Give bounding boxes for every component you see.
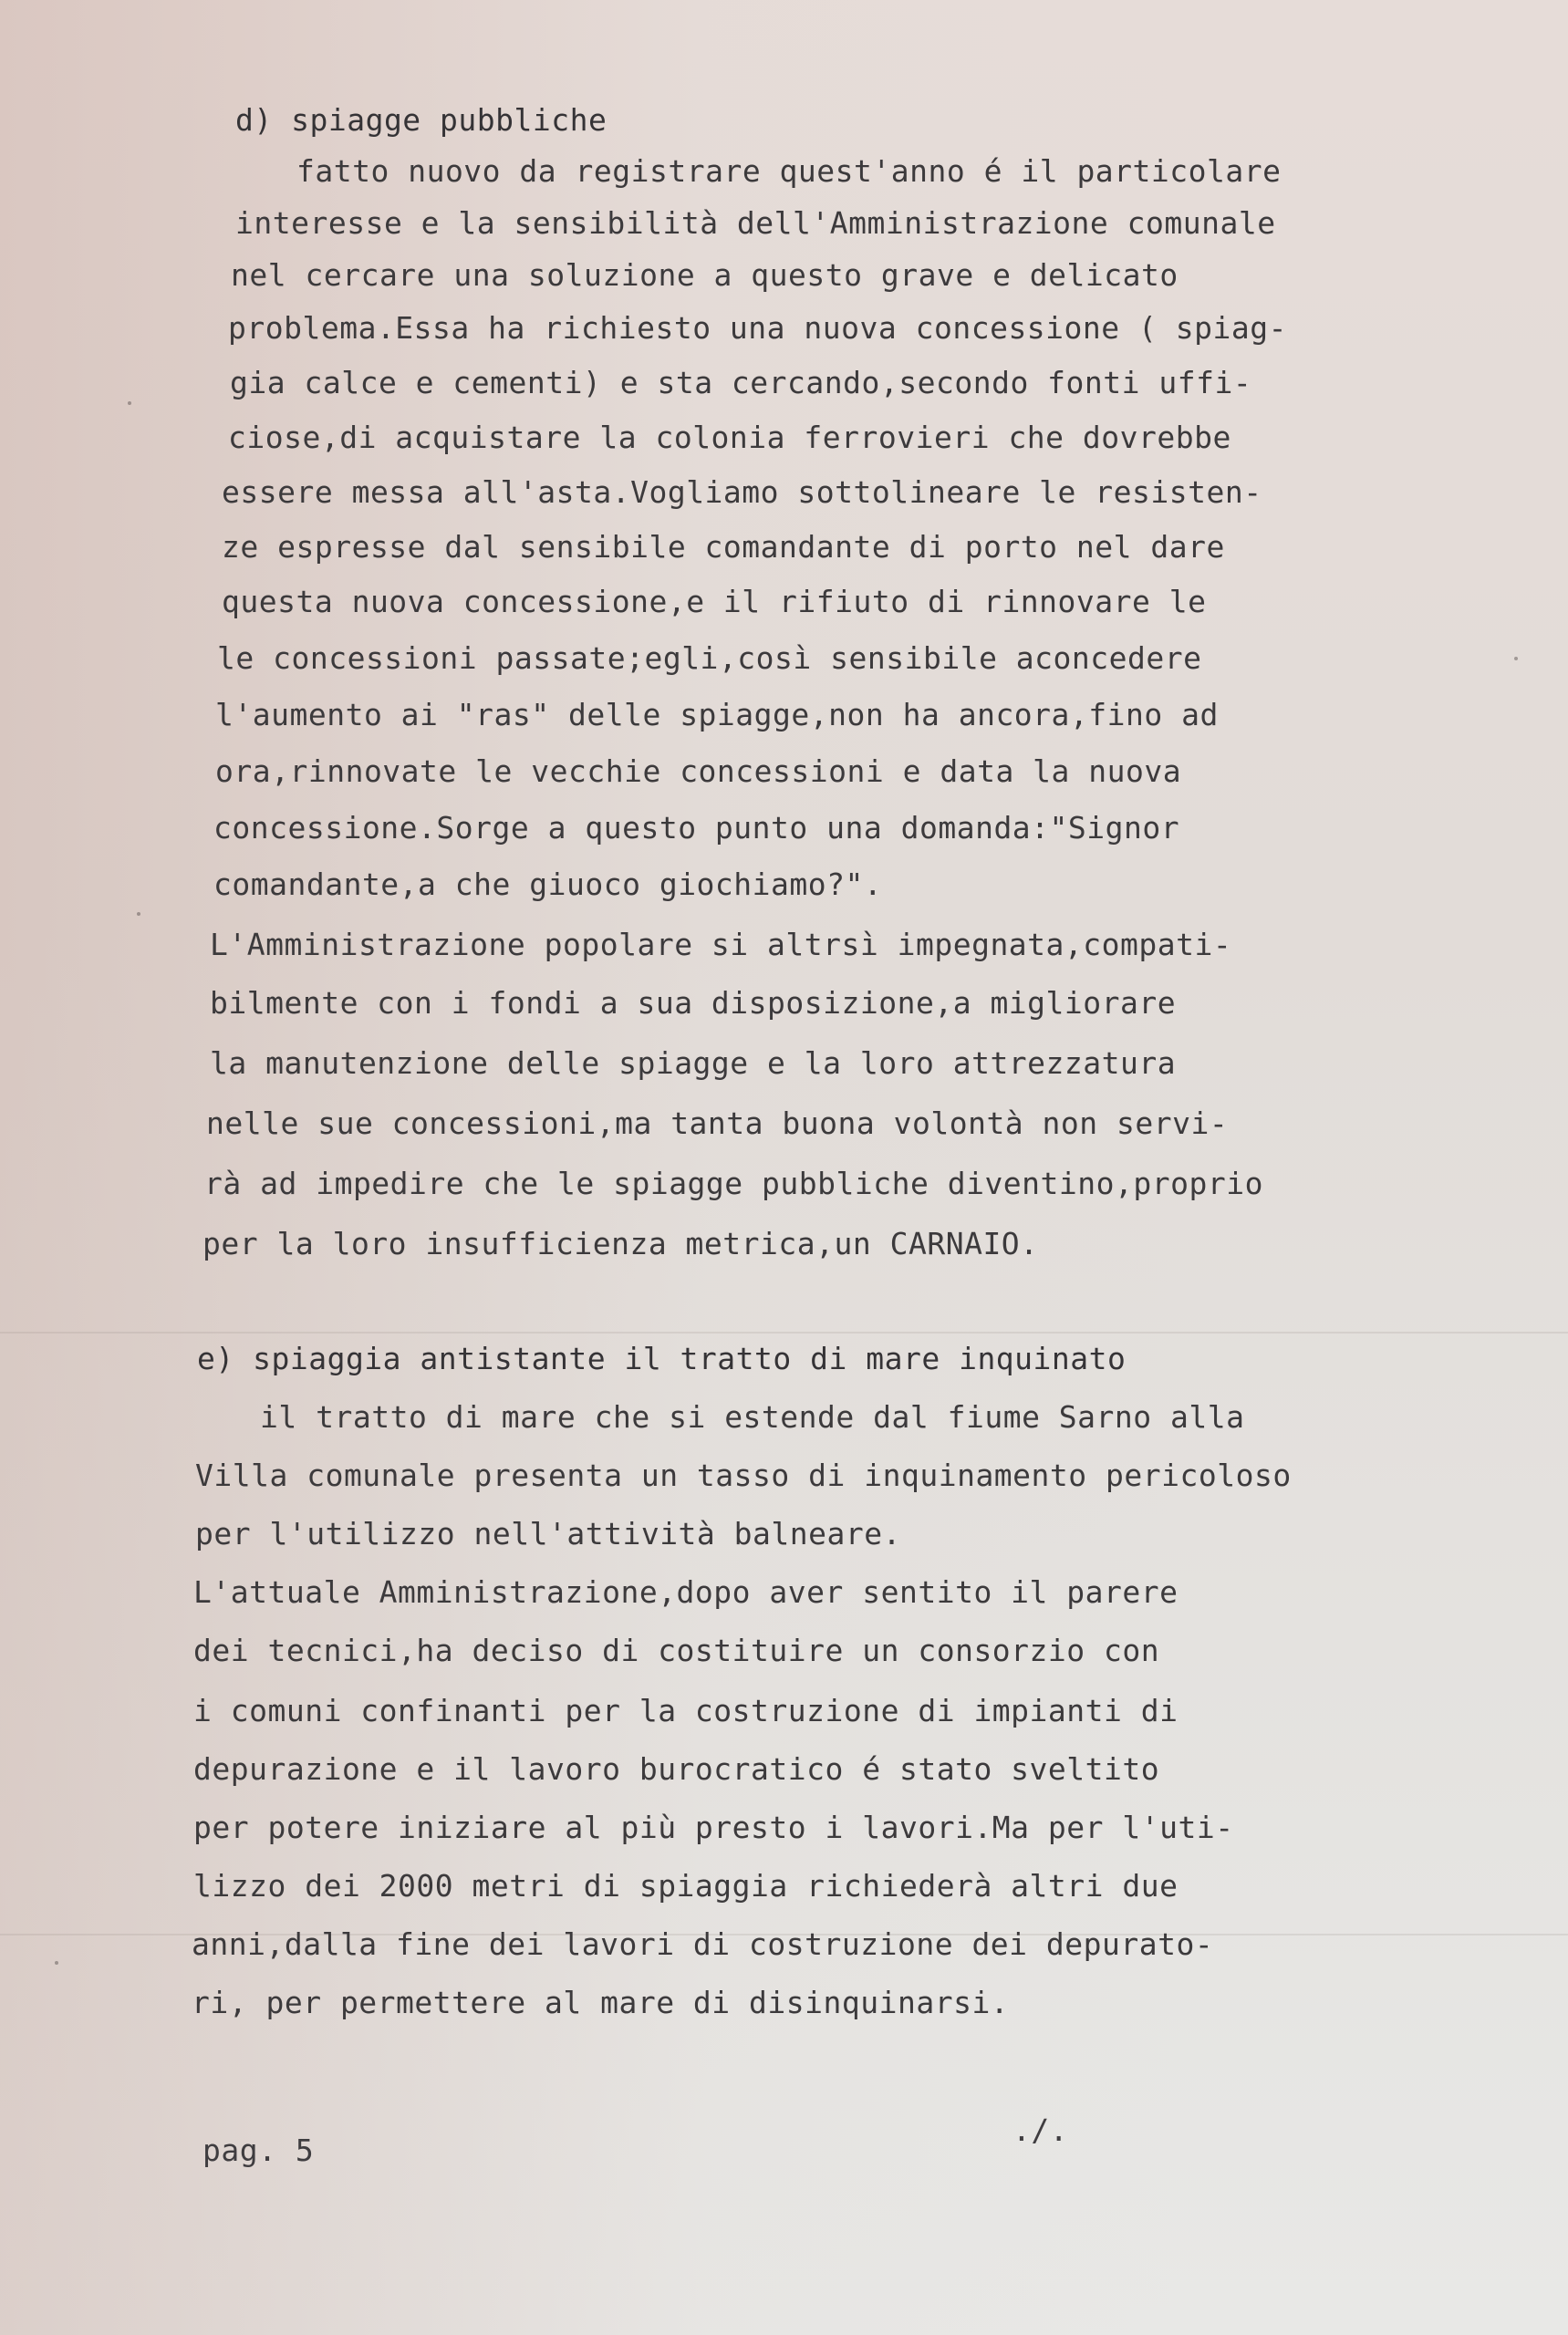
text-line: comandante,a che giuoco giochiamo?". (213, 867, 883, 902)
text-line: problema.Essa ha richiesto una nuova concessione ( spiag- (228, 310, 1287, 346)
text-line: fatto nuovo da registrare quest'anno é il particolare (296, 153, 1282, 189)
continuation-mark: ./. (1012, 2112, 1069, 2148)
text-line: questa nuova concessione,e il rifiuto di rinnovare le (222, 584, 1207, 619)
text-line: dei tecnici,ha deciso di costituire un consorzio con (193, 1633, 1160, 1668)
text-line: le concessioni passate;egli,così sensibile aconcedere (217, 640, 1202, 676)
text-line: per la loro insufficienza metrica,un CARNAIO. (202, 1226, 1039, 1261)
page-number: pag. 5 (202, 2133, 315, 2168)
text-line: la manutenzione delle spiagge e la loro attrezzatura (210, 1045, 1177, 1081)
text-line: i comuni confinanti per la costruzione di impianti di (193, 1693, 1179, 1728)
text-line: Villa comunale presenta un tasso di inquinamento pericoloso (195, 1458, 1292, 1493)
section-e-heading: e) spiaggia antistante il tratto di mare inquinato (197, 1341, 1127, 1376)
text-line: L'attuale Amministrazione,dopo aver sentito il parere (193, 1574, 1179, 1610)
text-line: ora,rinnovate le vecchie concessioni e data la nuova (215, 753, 1182, 789)
text-line: rà ad impedire che le spiagge pubbliche diventino,proprio (204, 1166, 1263, 1201)
text-line: interesse e la sensibilità dell'Amministrazione comunale (235, 205, 1276, 241)
text-line: essere messa all'asta.Vogliamo sottolineare le resisten- (222, 474, 1262, 510)
text-line: concessione.Sorge a questo punto una domanda:"Signor (213, 810, 1180, 846)
text-line: L'Amministrazione popolare si altrsì impegnata,compati- (210, 927, 1232, 962)
text-line: per potere iniziare al più presto i lavori.Ma per l'uti- (193, 1810, 1234, 1845)
text-line: nel cercare una soluzione a questo grave e delicato (231, 257, 1179, 293)
text-line: lizzo dei 2000 metri di spiaggia richiederà altri due (193, 1868, 1179, 1904)
text-line: bilmente con i fondi a sua disposizione,a migliorare (210, 985, 1177, 1021)
text-line: depurazione e il lavoro burocratico é stato sveltito (193, 1751, 1160, 1787)
text-line: anni,dalla fine dei lavori di costruzione dei depurato- (192, 1926, 1214, 1962)
text-line: ciose,di acquistare la colonia ferrovieri che dovrebbe (228, 420, 1231, 455)
text-line: nelle sue concessioni,ma tanta buona volontà non servi- (206, 1105, 1229, 1141)
text-line: il tratto di mare che si estende dal fiume Sarno alla (260, 1399, 1245, 1435)
text-line: ze espresse dal sensibile comandante di porto nel dare (222, 529, 1225, 565)
section-d-heading: d) spiagge pubbliche (235, 102, 607, 138)
text-line: gia calce e cementi) e sta cercando,secondo fonti uffi- (230, 365, 1252, 400)
text-line: ri, per permettere al mare di disinquinarsi. (192, 1985, 1010, 2020)
text-line: l'aumento ai "ras" delle spiagge,non ha ancora,fino ad (215, 697, 1219, 732)
text-line: per l'utilizzo nell'attività balneare. (195, 1516, 901, 1551)
